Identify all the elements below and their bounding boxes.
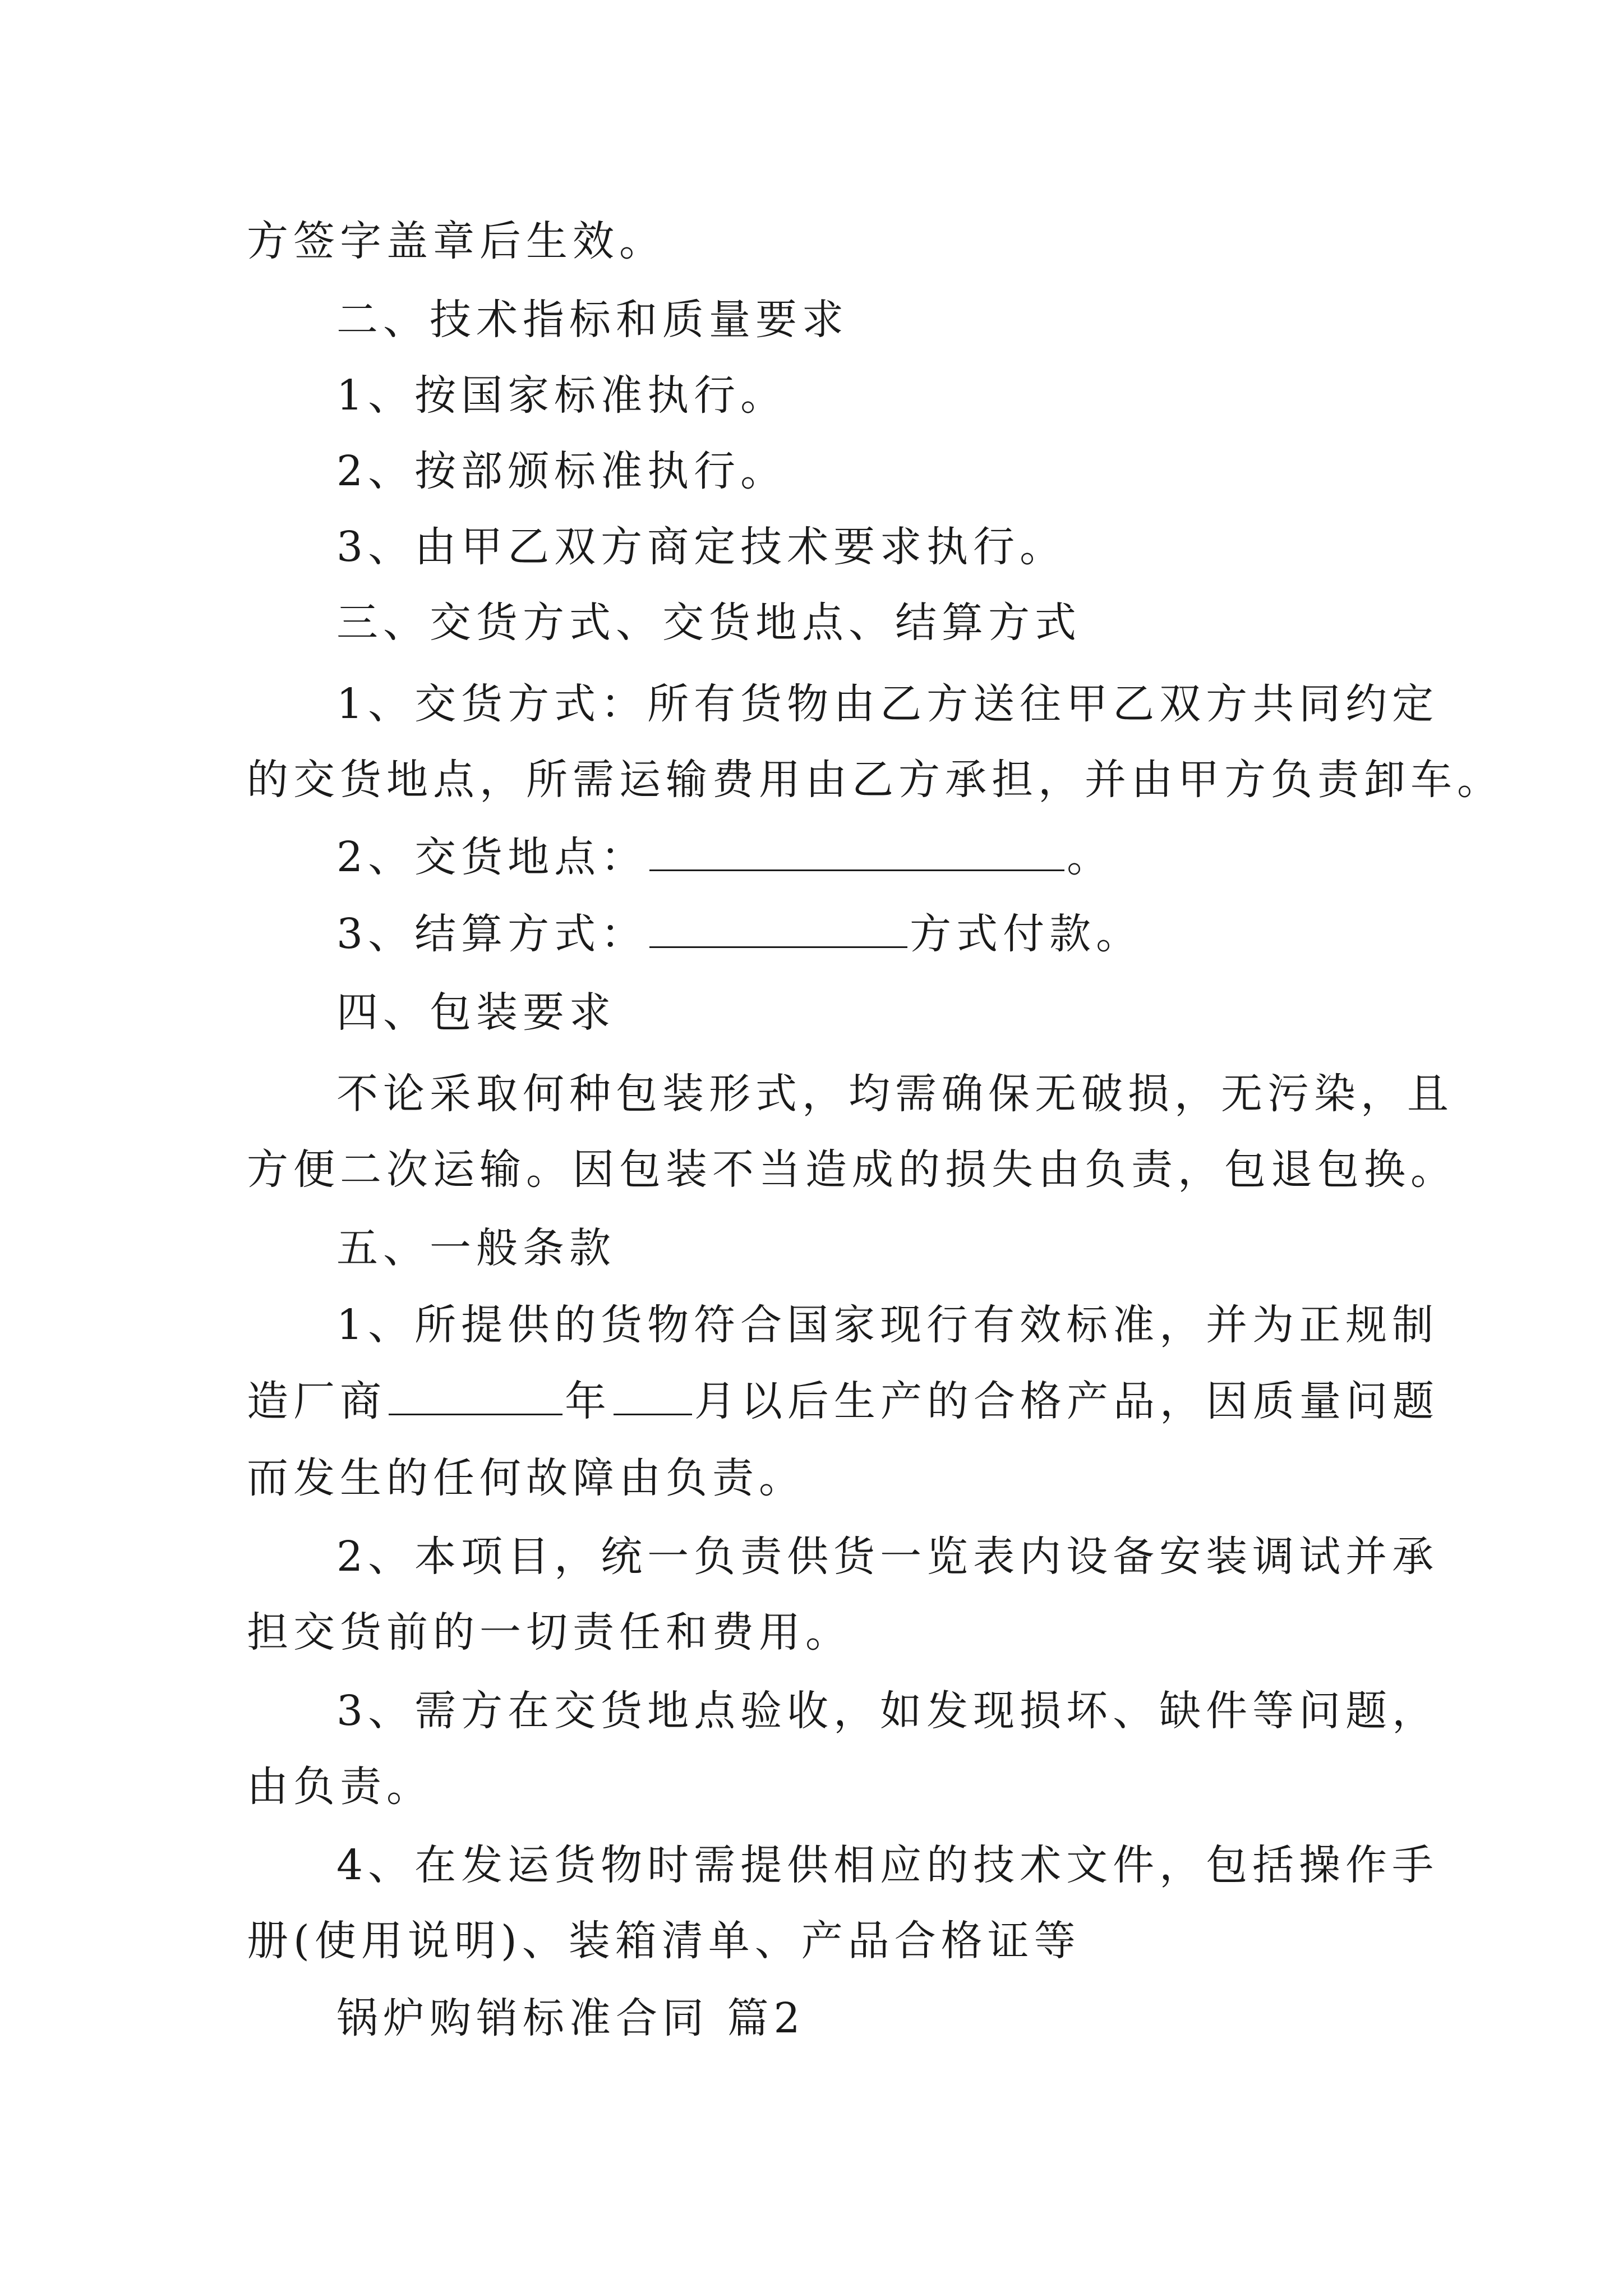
paragraph-line: 担交货前的一切责任和费用。 (247, 1608, 852, 1657)
fill-in-blank (389, 1379, 562, 1415)
fill-in-blank (649, 835, 1064, 871)
paragraph-line: 方签字盖章后生效。 (247, 217, 666, 265)
list-item: 3、结算方式： 方式付款。 (336, 910, 1143, 958)
list-item: 2、按部颁标准执行。 (336, 447, 787, 495)
document-title: 锅炉购销标准合同 篇2 (336, 1994, 805, 2042)
paragraph-line: 不论采取何种包装形式，均需确保无破损，无污染，且 (336, 1070, 1454, 1118)
fill-in-blank (614, 1379, 692, 1415)
section-heading: 五、一般条款 (336, 1224, 616, 1272)
paragraph-line: 方便二次运输。因包装不当造成的损失由负责，包退包换。 (247, 1145, 1457, 1194)
paragraph-line: 而发生的任何故障由负责。 (247, 1454, 805, 1502)
list-item: 1、所提供的货物符合国家现行有效标准，并为正规制 (336, 1301, 1439, 1349)
list-item: 2、交货地点： 。 (336, 833, 1114, 881)
list-item: 3、由甲乙双方商定技术要求执行。 (336, 523, 1067, 571)
list-item: 3、需方在交货地点验收，如发现损坏、缺件等问题， (336, 1687, 1439, 1735)
list-item: 1、交货方式：所有货物由乙方送往甲乙双方共同约定 (336, 680, 1439, 728)
section-heading: 二、技术指标和质量要求 (336, 296, 849, 344)
list-item: 4、在发运货物时需提供相应的技术文件，包括操作手 (336, 1841, 1439, 1889)
list-item: 1、按国家标准执行。 (336, 371, 787, 420)
section-heading: 四、包装要求 (336, 988, 616, 1037)
paragraph-line: 由负责。 (247, 1763, 433, 1811)
paragraph-line: 造厂商 年 月以后生产的合格产品，因质量问题 (247, 1377, 1439, 1425)
paragraph-line: 册(使用说明)、装箱清单、产品合格证等 (247, 1917, 1081, 1965)
fill-in-blank (649, 912, 907, 948)
section-heading: 三、交货方式、交货地点、结算方式 (336, 599, 1081, 647)
list-item: 2、本项目，统一负责供货一览表内设备安装调试并承 (336, 1533, 1439, 1581)
paragraph-line: 的交货地点，所需运输费用由乙方承担，并由甲方负责卸车。 (247, 756, 1504, 804)
